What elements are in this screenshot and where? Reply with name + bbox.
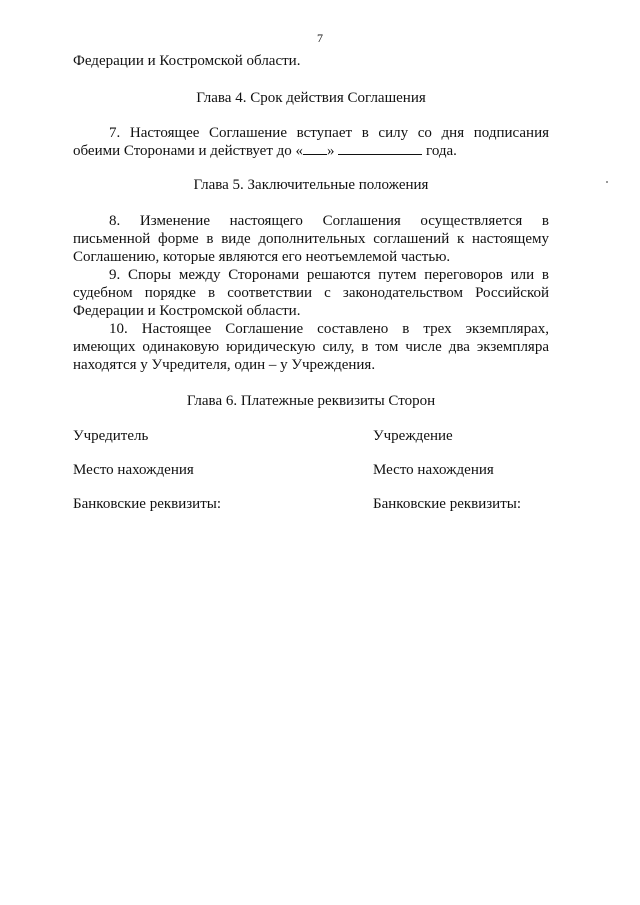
institution-label: Учреждение — [373, 428, 453, 444]
paragraph-7 — [73, 124, 549, 160]
paragraph-10: 10. Настоящее Соглашение составлено в трех экземплярах, имеющих одинаковую юридическую силу, в том числе два экземпляра находятся у Учредителя, один – у Учреждения. — [73, 321, 549, 373]
founder-location-label: Место нахождения — [73, 462, 194, 478]
founder-label: Учредитель — [73, 428, 149, 444]
day-blank — [303, 154, 327, 155]
paragraph-8: 8. Изменение настоящего Соглашения осуществляется в письменной форме в виде дополнительных соглашений к настоящему Соглашению, которые являются его неотъемлемой частью. — [73, 213, 549, 265]
intro-line: Федерации и Костромской области. — [73, 53, 301, 69]
founder-bank-label: Банковские реквизиты: — [73, 496, 222, 512]
document-body — [73, 52, 549, 513]
paragraph-7-mid: » — [327, 143, 335, 159]
paragraph-7-text: 7. Настоящее Соглашение вступает в силу со дня подписания обеими Сторонами и действует до « — [73, 125, 549, 159]
chapter-5-heading: Глава 5. Заключительные положения — [193, 177, 429, 193]
paragraph-7-end: года. — [426, 143, 457, 159]
requisites-party-row — [73, 427, 549, 445]
institution-location-label: Место нахождения — [373, 462, 494, 478]
page-number: 7 — [317, 31, 323, 45]
requisites-location-row — [73, 461, 549, 479]
chapter-4-heading: Глава 4. Срок действия Соглашения — [196, 90, 426, 106]
month-blank — [338, 154, 422, 155]
requisites-bank-row — [73, 495, 549, 513]
scan-speck — [606, 181, 608, 183]
paragraph-9: 9. Споры между Сторонами решаются путем переговоров или в судебном порядке в соответствии с законодательством Российской Федерации и Костромской области. — [73, 267, 549, 319]
chapter-6-heading: Глава 6. Платежные реквизиты Сторон — [186, 393, 436, 409]
institution-bank-label: Банковские реквизиты: — [373, 496, 522, 512]
